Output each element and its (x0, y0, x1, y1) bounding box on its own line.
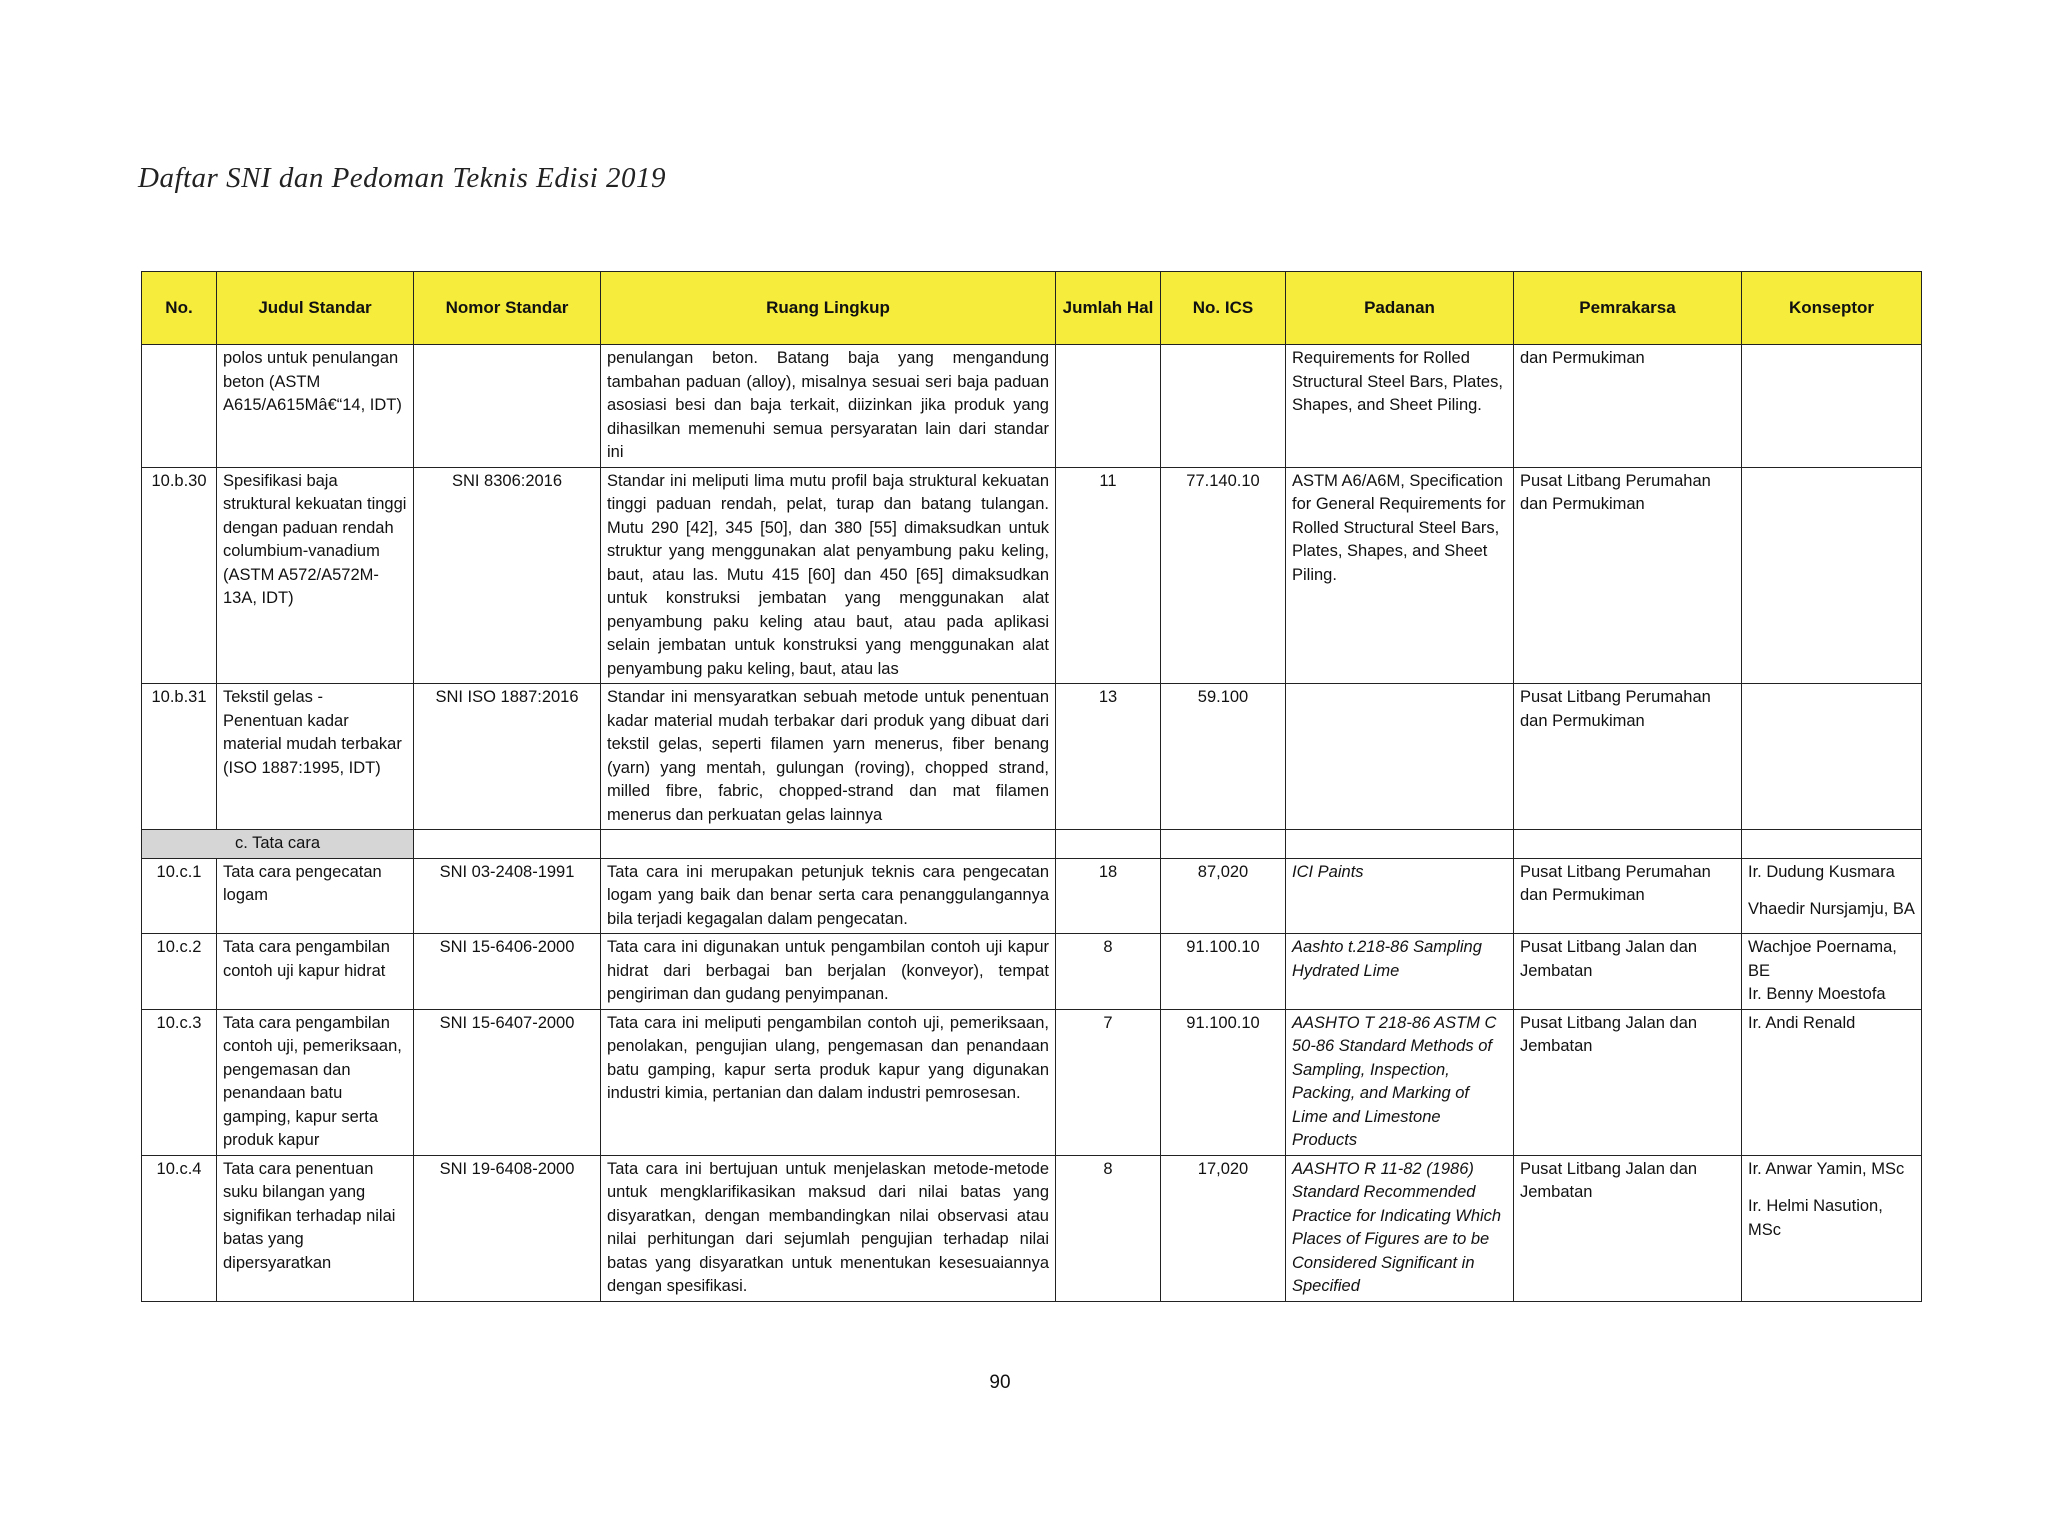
table-header-row (142, 272, 1922, 345)
konseptor-name: Ir. Anwar Yamin, MSc (1748, 1159, 1905, 1178)
cell-padanan: Requirements for Rolled Structural Steel Bars, Plates, Shapes, and Sheet Piling. (1286, 345, 1514, 468)
col-header-konseptor: Konseptor (1742, 272, 1922, 345)
cell-judul: Spesifikasi baja struktural kekuatan tinggi dengan paduan rendah columbium-vanadium (ASTM A572/A572M-13A, IDT) (217, 467, 414, 684)
spacer (1748, 1181, 1915, 1195)
cell-konseptor (1742, 684, 1922, 830)
col-header-ics: No. ICS (1161, 272, 1286, 345)
cell-empty (1286, 830, 1514, 859)
cell-empty (1514, 830, 1742, 859)
spacer (1748, 884, 1915, 898)
konseptor-name: Wachjoe Poernama, BE (1748, 938, 1897, 980)
cell-no: 10.c.2 (142, 934, 217, 1010)
cell-konseptor (1742, 345, 1922, 468)
cell-konseptor (1742, 1155, 1922, 1301)
cell-no: 10.b.30 (142, 467, 217, 684)
cell-pemrakarsa: Pusat Litbang Jalan dan Jembatan (1514, 934, 1742, 1010)
cell-nomor: SNI 15-6406-2000 (414, 934, 601, 1010)
cell-jumlah-hal: 8 (1056, 934, 1161, 1010)
cell-nomor: SNI 19-6408-2000 (414, 1155, 601, 1301)
cell-judul: polos untuk penulangan beton (ASTM A615/A615Mâ€“14, IDT) (217, 345, 414, 468)
cell-jumlah-hal: 13 (1056, 684, 1161, 830)
cell-nomor: SNI ISO 1887:2016 (414, 684, 601, 830)
konseptor-name: Ir. Benny Moestofa (1748, 985, 1886, 1003)
table-row (142, 858, 1922, 934)
cell-konseptor (1742, 934, 1922, 1010)
table-row (142, 1155, 1922, 1301)
cell-jumlah-hal: 7 (1056, 1009, 1161, 1155)
table-row (142, 684, 1922, 830)
cell-ics (1161, 345, 1286, 468)
cell-ruang-lingkup: Tata cara ini meliputi pengambilan contoh uji, pemeriksaan, penolakan, pengujian ulang, pengemasan dan penandaan batu gamping, kapur serta produk kapur yang digunakan industri kimia, pertanian dan dalam industri pemrosesan. (601, 1009, 1056, 1155)
cell-judul: Tata cara pengambilan contoh uji, pemeriksaan, pengemasan dan penandaan batu gamping, kapur serta produk kapur (217, 1009, 414, 1155)
cell-jumlah-hal (1056, 345, 1161, 468)
cell-jumlah-hal: 11 (1056, 467, 1161, 684)
cell-nomor: SNI 03-2408-1991 (414, 858, 601, 934)
cell-ruang-lingkup: penulangan beton. Batang baja yang mengandung tambahan paduan (alloy), misalnya sesuai seri baja paduan asosiasi besi dan baja terkait, diizinkan jika produk yang dihasilkan memenuhi semua persyaratan lain dari standar ini (601, 345, 1056, 468)
cell-padanan: Aashto t.218-86 Sampling Hydrated Lime (1286, 934, 1514, 1010)
col-header-no: No. (142, 272, 217, 345)
col-header-nomor: Nomor Standar (414, 272, 601, 345)
cell-judul: Tata cara pengecatan logam (217, 858, 414, 934)
col-header-jumlah: Jumlah Hal (1056, 272, 1161, 345)
cell-padanan: ICI Paints (1286, 858, 1514, 934)
col-header-padanan: Padanan (1286, 272, 1514, 345)
cell-no: 10.c.1 (142, 858, 217, 934)
section-row (142, 830, 1922, 859)
page-number: 90 (989, 1372, 1011, 1393)
cell-padanan: AASHTO R 11-82 (1986) Standard Recommended Practice for Indicating Which Places of Figures are to be Considered Significant in Specified (1286, 1155, 1514, 1301)
cell-jumlah-hal: 18 (1056, 858, 1161, 934)
cell-no: 10.c.3 (142, 1009, 217, 1155)
cell-no (142, 345, 217, 468)
table-row (142, 934, 1922, 1010)
cell-ruang-lingkup: Standar ini mensyaratkan sebuah metode untuk penentuan kadar material mudah terbakar dari produk yang dibuat dari tekstil gelas, seperti filamen yarn menerus, fiber benang (yarn) yang mentah, gulungan (roving), chopped strand, milled fibre, fabric, chopped-strand dan mat filamen menerus dan perkuatan gelas lainnya (601, 684, 1056, 830)
table-row (142, 467, 1922, 684)
konseptor-name: Ir. Helmi Nasution, MSc (1748, 1197, 1883, 1239)
cell-padanan: AASHTO T 218-86 ASTM C 50-86 Standard Methods of Sampling, Inspection, Packing, and Marking of Lime and Limestone Products (1286, 1009, 1514, 1155)
document-header-title: Daftar SNI dan Pedoman Teknis Edisi 2019 (138, 162, 667, 194)
cell-no: 10.c.4 (142, 1155, 217, 1301)
cell-empty (1161, 830, 1286, 859)
cell-judul: Tekstil gelas - Penentuan kadar material mudah terbakar (ISO 1887:1995, IDT) (217, 684, 414, 830)
cell-jumlah-hal: 8 (1056, 1155, 1161, 1301)
cell-no: 10.b.31 (142, 684, 217, 830)
cell-ics: 59.100 (1161, 684, 1286, 830)
table-row (142, 1009, 1922, 1155)
col-header-judul: Judul Standar (217, 272, 414, 345)
cell-nomor (414, 345, 601, 468)
col-header-ruang: Ruang Lingkup (601, 272, 1056, 345)
cell-ruang-lingkup: Tata cara ini bertujuan untuk menjelaskan metode-metode untuk mengklarifikasikan maksud dari nilai batas yang disyaratkan, dengan membandingkan nilai observasi atau nilai perhitungan dari sejumlah pengujian terhadap nilai batas yang disyaratkan untuk menentukan kesesuaiannya dengan spesifikasi. (601, 1155, 1056, 1301)
cell-konseptor (1742, 858, 1922, 934)
konseptor-name: Vhaedir Nursjamju, BA (1748, 900, 1915, 918)
standards-table (141, 271, 1922, 1302)
cell-ics: 91.100.10 (1161, 934, 1286, 1010)
cell-nomor: SNI 15-6407-2000 (414, 1009, 601, 1155)
cell-padanan: ASTM A6/A6M, Specification for General Requirements for Rolled Structural Steel Bars, Plates, Shapes, and Sheet Piling. (1286, 467, 1514, 684)
cell-pemrakarsa: Pusat Litbang Perumahan dan Permukiman (1514, 684, 1742, 830)
cell-empty (1742, 830, 1922, 859)
cell-ics: 17,020 (1161, 1155, 1286, 1301)
cell-empty (414, 830, 601, 859)
cell-pemrakarsa: Pusat Litbang Jalan dan Jembatan (1514, 1009, 1742, 1155)
konseptor-name: Ir. Andi Renald (1748, 1013, 1856, 1032)
cell-pemrakarsa: Pusat Litbang Jalan dan Jembatan (1514, 1155, 1742, 1301)
cell-empty (601, 830, 1056, 859)
cell-nomor: SNI 8306:2016 (414, 467, 601, 684)
cell-konseptor (1742, 1009, 1922, 1155)
cell-ruang-lingkup: Tata cara ini merupakan petunjuk teknis cara pengecatan logam yang baik dan benar serta cara penanggulangannya bila terjadi kegagalan dalam pengecatan. (601, 858, 1056, 934)
cell-pemrakarsa: Pusat Litbang Perumahan dan Permukiman (1514, 858, 1742, 934)
cell-empty (1056, 830, 1161, 859)
cell-ics: 87,020 (1161, 858, 1286, 934)
cell-pemrakarsa: Pusat Litbang Perumahan dan Permukiman (1514, 467, 1742, 684)
cell-judul: Tata cara penentuan suku bilangan yang signifikan terhadap nilai batas yang dipersyaratkan (217, 1155, 414, 1301)
cell-ics: 91.100.10 (1161, 1009, 1286, 1155)
table-row (142, 345, 1922, 468)
cell-padanan (1286, 684, 1514, 830)
col-header-pemrakarsa: Pemrakarsa (1514, 272, 1742, 345)
section-label: c. Tata cara (142, 830, 414, 859)
cell-konseptor (1742, 467, 1922, 684)
cell-ruang-lingkup: Standar ini meliputi lima mutu profil baja struktural kekuatan tinggi paduan rendah, pelat, turap dan batang tulangan. Mutu 290 [42], 345 [50], dan 380 [55] dimaksudkan untuk struktur yang menggunakan alat penyambung paku keling, baut, atau las. Mutu 415 [60] dan 450 [65] dimaksudkan untuk konstruksi jembatan yang menggunakan alat penyambung paku keling atau baut, atau pada aplikasi selain jembatan untuk konstruksi yang menggunakan alat penyambung paku keling, baut, atau las (601, 467, 1056, 684)
cell-ruang-lingkup: Tata cara ini digunakan untuk pengambilan contoh uji kapur hidrat dari berbagai ban berjalan (konveyor), tempat pengiriman dan gudang penyimpanan. (601, 934, 1056, 1010)
cell-pemrakarsa: dan Permukiman (1514, 345, 1742, 468)
konseptor-name: Ir. Dudung Kusmara (1748, 862, 1895, 881)
cell-judul: Tata cara pengambilan contoh uji kapur hidrat (217, 934, 414, 1010)
cell-ics: 77.140.10 (1161, 467, 1286, 684)
